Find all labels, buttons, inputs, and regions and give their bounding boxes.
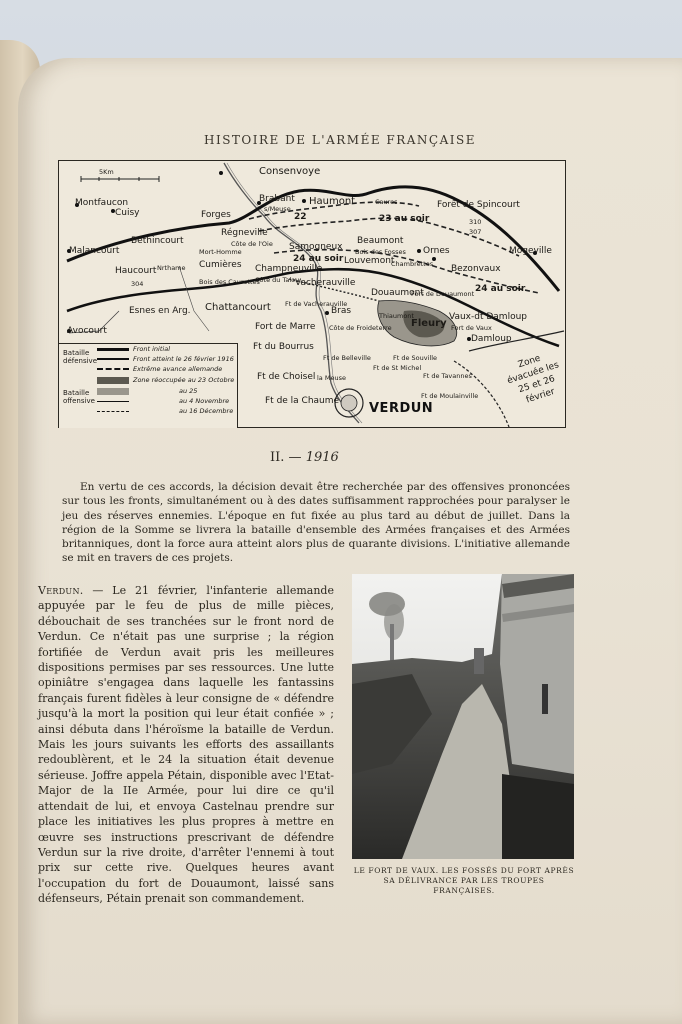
label-fort-st-michel: Ft de St Michel: [373, 364, 422, 372]
label-malancourt: Malancourt: [69, 246, 120, 256]
legend-item-5: au 4 Novembre: [179, 397, 230, 405]
label-brabant: Brabant: [259, 194, 295, 204]
label-fort-vacherauville: Ft de Vacherauville: [285, 300, 348, 308]
legend-item-3: Zone réoccupée au 23 Octobre: [133, 376, 235, 384]
legend-item-1: Front atteint le 26 février 1916: [133, 355, 234, 363]
map-scale-label: 5Km: [99, 168, 114, 176]
section-numeral: II. —: [270, 450, 302, 465]
label-cote-oie: Côte de l'Oie: [231, 240, 273, 248]
label-24-soir-east: 24 au soir: [475, 284, 526, 294]
verdun-text: — Le 21 février, l'infanterie allemande appuyée par le feu de plus de mille pièces, débouchait de ses tranchées sur le front nord de Verdun. Ce n'était pas une surprise ; la région fortifiée de Verdun avait pris les meilleures dispositions permises par ses ressources. Une lutte opiniâtre s'engagea dans laquelle les fantassins français furent fidèles à leur consigne de « défendre jusqu'à la mort la position qui leur était confiée » ; ainsi débuta dans l'héroïsme la bataille de Verdun. Mais les jours suivants les efforts des assaillants redoublèrent, et le 24 la situation était devenue sérieuse. Joffre appela Pétain, disponible avec l'Etat-Major de la IIe Armée, pour lui dire ce qu'il attendait de lui, et envoya Castelnau prendre sur place les initiatives les plus propres à mettre en œuvre ses instructions prescrivant de défendre Verdun sur la rive droite, d'arrêter l'ennemi à tout prix sur cette rive. Quelques heures avant l'occupation du fort de Douaumont, laissé sans défenseurs, Pétain prenait son commandement.: [38, 584, 334, 906]
label-vaux-damloup: Vaux-dt Damloup: [449, 312, 527, 322]
label-fort-souville: Ft de Souville: [393, 354, 438, 362]
label-chambrettes: Chambrettes: [391, 260, 434, 268]
label-haumont: Haumont: [309, 196, 356, 207]
label-damloup: Damloup: [471, 334, 512, 344]
label-northame: Nrthame: [157, 264, 186, 272]
legend-item-4: au 25: [179, 387, 198, 395]
legend-swatch-front-initial: [97, 348, 129, 357]
label-meuse-top: s/Meuse: [264, 205, 291, 213]
section-heading: [270, 450, 339, 465]
label-304: 304: [131, 280, 144, 288]
legend-item-0: Front initial: [133, 345, 170, 353]
label-champneuville: Champneuville: [255, 264, 323, 274]
label-thiaumont: Thiaumont: [379, 312, 414, 320]
label-24-soir: 24 au soir: [293, 254, 344, 264]
label-307: 307: [469, 228, 482, 236]
label-fort-douaumont: Fort de Douaumont: [411, 290, 475, 298]
label-esnes: Esnes en Arg.: [129, 306, 191, 316]
label-zone-evacuee: Zone évacuée les 25 et 26 février: [506, 353, 561, 406]
legend-group-offensive: Bataille offensive: [63, 389, 95, 405]
intro-paragraph: En vertu de ces accords, la décision devait être recherchée par des offensives prononcées sur tous les fronts, simultanément ou à des dates suffisamment rapprochées pour paralyser le jeu des réserves ennemies. L'époque en fut fixée au plus tard au début de juillet. Dans la région de la Somme se livrera la bataille d'ensemble des Armées françaises et des Armées britanniques, dont la force aura atteint alors plus de quarante divisions. L'initiative allemande se mit en travers de ces projets.: [62, 481, 570, 565]
verdun-lead: Verdun.: [38, 584, 84, 597]
fort-de-vaux-photo: [352, 574, 574, 859]
legend-swatch-16-dec: [97, 411, 129, 418]
legend-item-6: au 16 Décembre: [179, 407, 234, 415]
label-bras: Bras: [331, 306, 352, 316]
label-louvemont: Louvemont: [344, 256, 395, 266]
legend-swatch-25: [97, 388, 129, 395]
label-montfaucon: Montfaucon: [75, 198, 129, 208]
label-fort-choisel: Ft de Choisel: [257, 372, 316, 382]
map-scale-bar: [81, 176, 159, 182]
label-verdun: VERDUN: [369, 401, 434, 416]
section-year: 1916: [305, 450, 339, 465]
legend-group-defensive: Bataille défensive: [63, 349, 97, 365]
label-foret-spincourt: Forêt de Spincourt: [437, 200, 520, 210]
legend-swatch-23-oct: [97, 377, 129, 384]
label-mort-homme: Mort-Homme: [199, 248, 242, 256]
label-fort-marre: Fort de Marre: [255, 322, 316, 332]
battle-map: [58, 160, 566, 428]
label-regneville: Régneville: [221, 228, 268, 238]
legend-swatch-4-nov: [97, 401, 129, 408]
label-chattancourt: Chattancourt: [205, 302, 271, 313]
label-caurettes: Bois des Caurettes: [199, 278, 260, 286]
legend-swatch-front-26: [97, 358, 129, 366]
label-cumieres: Cumières: [199, 260, 242, 270]
label-cote-froideterre: Côte de Froideterre: [329, 324, 392, 332]
label-23-soir: 23 au soir: [379, 214, 430, 224]
label-beaumont: Beaumont: [357, 236, 404, 246]
label-310: 310: [469, 218, 482, 226]
legend-item-2: Extrême avance allemande: [133, 365, 223, 373]
verdun-paragraph: [38, 583, 334, 907]
label-fort-moulainville: Ft de Moulainville: [421, 392, 479, 400]
legend-swatch-extreme: [97, 368, 129, 376]
label-la-meuse: la Meuse: [317, 374, 346, 382]
label-22: 22: [294, 212, 307, 222]
label-fort-chaume: Ft de la Chaume: [265, 396, 340, 406]
label-avocourt: Avocourt: [67, 326, 107, 336]
label-forges: Forges: [201, 210, 231, 220]
label-fort-belleville: Ft de Belleville: [323, 354, 371, 362]
label-samogneux: Samogneux: [289, 242, 343, 252]
label-caures: Caures: [375, 198, 398, 206]
label-fleury: Fleury: [411, 318, 447, 329]
label-douaumont: Douaumont: [371, 288, 424, 298]
running-head: HISTOIRE DE L'ARMÉE FRANÇAISE: [204, 133, 476, 147]
label-bethincourt: Béthincourt: [131, 236, 184, 246]
photo-caption: LE FORT DE VAUX. LES FOSSÉS DU FORT APRÈS SA DÉLIVRANCE PAR LES TROUPES FRANÇAISES.: [353, 866, 575, 895]
label-fort-vaux: Fort de Vaux: [451, 324, 492, 332]
label-bois-fosses: Bois des Fosses: [355, 248, 406, 256]
label-ornes: Ornes: [423, 246, 450, 256]
label-haucourt: Haucourt: [115, 266, 157, 276]
label-fort-bourrus: Ft du Bourrus: [253, 342, 314, 352]
label-cote-talou: Côte du Talou: [255, 276, 300, 284]
label-fort-tavannes: Ft de Tavannes: [423, 372, 472, 380]
label-mogeville: Mogeville: [509, 246, 552, 256]
label-vacherauville: Vacherauville: [295, 278, 356, 288]
map-legend: [59, 343, 238, 428]
label-consenvoye: Consenvoye: [259, 166, 321, 177]
label-cuisy: Cuisy: [115, 208, 140, 218]
label-bezonvaux: Bezonvaux: [451, 264, 501, 274]
